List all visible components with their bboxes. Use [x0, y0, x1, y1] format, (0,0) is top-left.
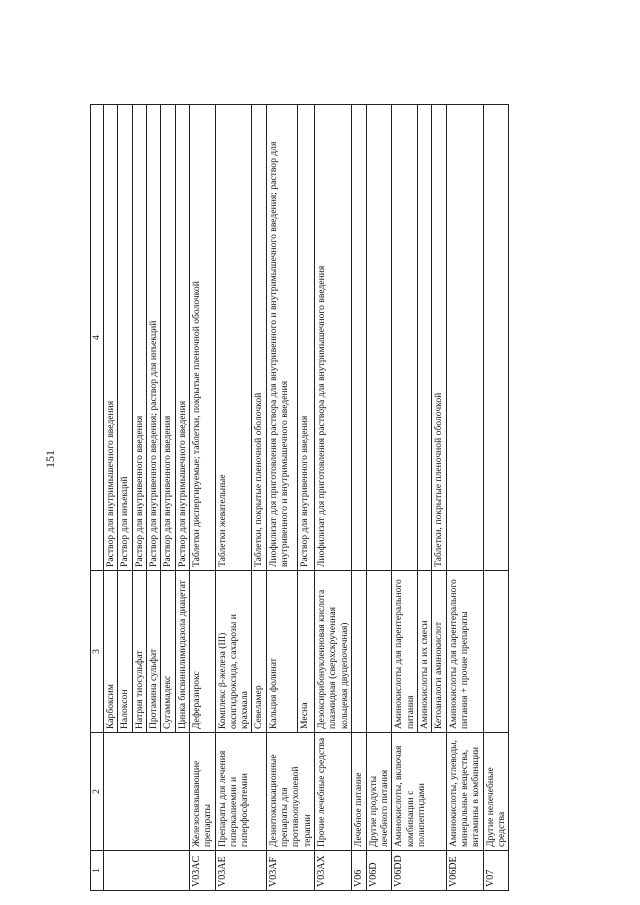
drug-cell: Карбоксим	[104, 571, 118, 733]
group-cell: Аминокислоты, углеводы, минеральные вещества, витамины в комбинации	[446, 733, 483, 851]
drug-cell: Аминокислоты для парентерального питания + прочие препараты	[446, 571, 483, 733]
form-cell	[351, 105, 366, 571]
table-row	[189, 105, 215, 891]
code-cell	[104, 851, 190, 891]
table-row	[215, 105, 252, 891]
form-cell: Раствор для инъекций	[118, 105, 132, 571]
group-cell: Другие нелечебные средства	[483, 733, 509, 851]
code-cell: V03AF	[266, 851, 314, 891]
code-cell: V03AC	[189, 851, 215, 891]
column-header: 4	[91, 105, 104, 571]
column-header: 3	[91, 571, 104, 733]
rotated-table-container	[90, 105, 600, 891]
code-cell: V06	[351, 851, 366, 891]
drug-cell: Аминокислоты для парентерального питания	[392, 571, 418, 733]
group-cell	[104, 733, 190, 851]
drug-cell: Протамина сульфат	[146, 571, 160, 733]
form-cell: Раствор для внутримышечного введения	[175, 105, 189, 571]
group-cell: Другие продукты лечебного питания	[366, 733, 392, 851]
drug-cell	[351, 571, 366, 733]
group-cell: Железосвязывающие препараты	[189, 733, 215, 851]
form-cell: Раствор для внутривенного введения	[161, 105, 175, 571]
form-cell	[483, 105, 509, 571]
drug-cell: Комплекс β-железа (III) оксигидроксида, сахарозы и крахмала	[215, 571, 252, 733]
table-row	[392, 105, 418, 891]
code-cell: V06DE	[446, 851, 483, 891]
form-cell: Таблетки жевательные	[215, 105, 252, 571]
drug-cell: Кальция фолинат	[266, 571, 297, 733]
page-number: 151	[43, 450, 57, 468]
form-cell: Раствор для внутривенного введения	[297, 105, 314, 571]
group-cell: Дезинтоксикационные препараты для противоопухолевой терапии	[266, 733, 314, 851]
form-cell: Лиофилизат для приготовления раствора для внутримышечного введения	[315, 105, 352, 571]
drug-cell: Налоксон	[118, 571, 132, 733]
group-cell: Аминокислоты, включая комбинации с полипептидами	[392, 733, 446, 851]
drug-cell	[483, 571, 509, 733]
drug-cell: Натрия тиосульфат	[132, 571, 146, 733]
drug-cell: Сугаммадекс	[161, 571, 175, 733]
form-cell: Раствор для внутривенного введения	[132, 105, 146, 571]
drug-cell: Деферазирокс	[189, 571, 215, 733]
code-cell: V03AX	[315, 851, 352, 891]
code-cell: V03AE	[215, 851, 266, 891]
form-cell: Таблетки диспергируемые; таблетки, покрытые пленочной оболочкой	[189, 105, 215, 571]
group-cell: Препараты для лечения гиперкалиемии и гиперфосфатемии	[215, 733, 266, 851]
drug-cell: Севеламер	[252, 571, 266, 733]
drug-cell: Месна	[297, 571, 314, 733]
table-row	[446, 105, 483, 891]
column-header: 2	[91, 733, 104, 851]
form-cell: Лиофилизат для приготовления раствора для внутривенного и внутримышечного введения; раствор для внутривенного и внутримышечного введения	[266, 105, 297, 571]
form-cell	[366, 105, 392, 571]
table-row	[266, 105, 297, 891]
drug-cell: Кетоаналоги аминокислот	[432, 571, 446, 733]
code-cell: V07	[483, 851, 509, 891]
drug-cell	[366, 571, 392, 733]
table-row	[351, 105, 366, 891]
table-row	[315, 105, 352, 891]
header-row	[91, 105, 104, 891]
form-cell: Раствор для внутривенного введения; раствор для инъекций	[146, 105, 160, 571]
form-cell	[392, 105, 418, 571]
form-cell: Таблетки, покрытые пленочной оболочкой	[252, 105, 266, 571]
group-cell: Прочие лечебные средства	[315, 733, 352, 851]
table-row	[366, 105, 392, 891]
table-row	[483, 105, 509, 891]
code-cell: V06D	[366, 851, 392, 891]
code-cell: V06DD	[392, 851, 446, 891]
drug-cell: Аминокислоты и их смеси	[417, 571, 431, 733]
form-cell: Таблетки, покрытые пленочной оболочкой	[432, 105, 446, 571]
form-cell	[417, 105, 431, 571]
column-header: 1	[91, 851, 104, 891]
form-cell	[446, 105, 483, 571]
form-cell: Раствор для внутримышечного введения	[104, 105, 118, 571]
drug-table	[90, 104, 509, 891]
group-cell: Лечебное питание	[351, 733, 366, 851]
drug-cell: Дезоксирибонуклеиновая кислота плазмидная (сверхскрученная кольцевая двуцепочечная)	[315, 571, 352, 733]
drug-cell: Цинка бисвинилимидазола диацетат	[175, 571, 189, 733]
table-row	[104, 105, 118, 891]
